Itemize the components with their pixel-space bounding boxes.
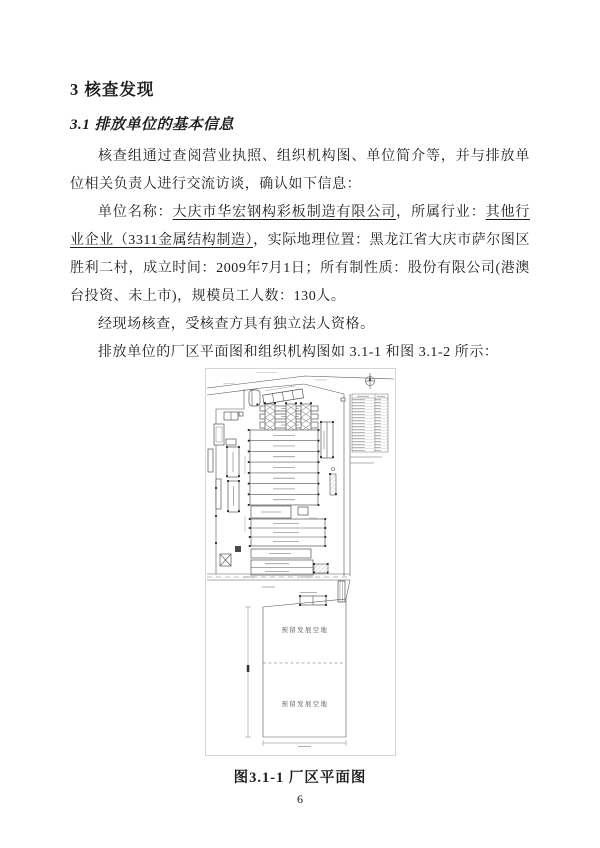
basic-info-rest: ，实际地理位置：黑龙江省大庆市萨尔图区胜利二村，成立时间：2009年7月1日；所有制性质：股份有限公司(港澳台投资、未上市)，规模员工人数：130人。 [70, 233, 530, 304]
reserved-land-label-top: 预留发展空地 [281, 627, 328, 634]
site-plan-figure [205, 368, 396, 761]
industry-underlined: 其他行业企业（3311金属结构制造） [70, 205, 530, 248]
paragraph-intro: 核查组通过查阅营业执照、组织机构图、单位简介等，并与排放单位相关负责人进行交流访谈，确认如下信息： [70, 149, 530, 192]
industry-label: ，所属行业： [396, 205, 486, 220]
site-plan-drawing [205, 368, 396, 756]
reserved-land-label-bottom: 预留发展空地 [281, 701, 328, 708]
lattice-towers [264, 402, 312, 431]
paragraph-legal-status: 经现场核查，受核查方具有独立法人资格。 [98, 317, 375, 332]
right-building [320, 421, 334, 458]
second-workshop [248, 518, 325, 547]
section-heading: 3 核查发现 [70, 80, 155, 99]
paragraph-figure-reference: 排放单位的厂区平面图和组织机构图如 3.1-1 和图 3.1-2 所示： [98, 345, 499, 360]
basic-info-label: 单位名称： [98, 205, 173, 220]
legend-table [352, 394, 388, 452]
main-workshop [247, 429, 319, 506]
figure-caption: 图3.1-1 厂区平面图 [233, 770, 367, 786]
paragraph-basic-info [70, 199, 530, 311]
subsection-heading: 3.1 排放单位的基本信息 [70, 117, 235, 133]
small-hatched-building [329, 473, 337, 495]
page-content [0, 80, 600, 807]
gate-house [249, 390, 260, 406]
page-number: 6 [297, 792, 303, 806]
company-name-underlined: 大庆市华宏钢构彩板制造有限公司 [172, 205, 397, 220]
